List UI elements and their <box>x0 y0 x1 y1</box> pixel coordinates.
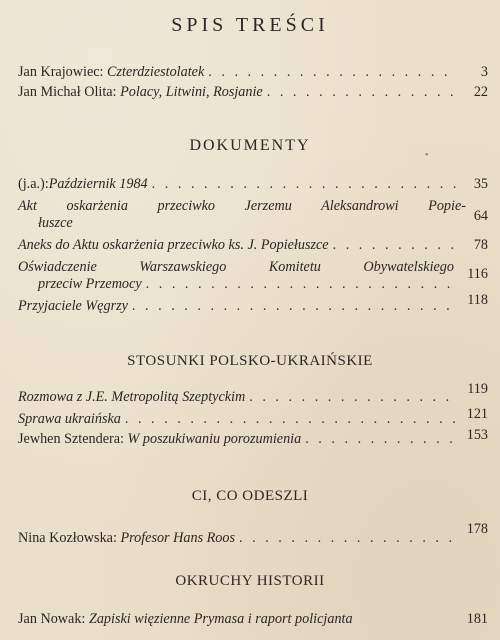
entry-author: (j.a.): <box>18 176 49 192</box>
dot-leader <box>305 431 456 448</box>
dot-leader <box>146 276 456 293</box>
page-number: 3 <box>480 64 488 80</box>
dot-leader <box>249 389 456 406</box>
entry-title-continued: przeciw Przemocy <box>38 276 142 292</box>
page-number: 78 <box>473 237 488 253</box>
toc-entry <box>18 292 488 315</box>
page-number: 116 <box>467 266 488 282</box>
toc-entry <box>18 611 488 628</box>
page-number: 119 <box>467 381 488 397</box>
toc-entry <box>18 259 488 293</box>
toc-entry <box>18 381 488 406</box>
toc-entry <box>18 427 488 448</box>
page-number: 181 <box>466 611 488 627</box>
entry-author: Jan Nowak: <box>18 611 89 627</box>
toc-entry <box>18 406 488 428</box>
section-heading-okruchy: OKRUCHY HISTORII <box>175 573 325 589</box>
dot-leader <box>267 84 456 101</box>
page-number: 118 <box>467 292 488 308</box>
entry-title-continued: łuszce <box>38 215 73 231</box>
toc-entry <box>18 176 488 193</box>
dot-leader <box>333 237 456 254</box>
dot-leader <box>125 411 456 428</box>
entry-title: Polacy, Litwini, Rosjanie <box>120 84 263 100</box>
dot-leader <box>152 176 456 193</box>
entry-title: Profesor Hans Roos <box>120 530 236 546</box>
entry-title: Przyjaciele Węgrzy <box>18 298 128 314</box>
page-title: SPIS TREŚCI <box>171 14 329 36</box>
ink-speck: • <box>425 150 429 161</box>
entry-title: Październik 1984 <box>48 176 148 192</box>
dot-leader <box>132 298 456 315</box>
entry-title: Rozmowa z J.E. Metropolitą Szeptyckim <box>18 389 246 405</box>
page-number: 121 <box>466 406 488 422</box>
toc-entry <box>18 84 488 101</box>
dot-leader <box>239 530 456 547</box>
page-number: 35 <box>473 176 488 192</box>
entry-title: Oświadczenie Warszawskiego Komitetu Obywatelskiego <box>18 259 454 275</box>
entry-title: Czterdziestolatek <box>107 64 205 80</box>
toc-entry <box>18 521 488 547</box>
entry-title: Aneks do Aktu oskarżenia przeciwko ks. J. Popiełuszce <box>18 237 329 253</box>
toc-entry <box>18 198 488 232</box>
page-number: 64 <box>473 208 488 224</box>
section-heading-stosunki: STOSUNKI POLSKO-UKRAIŃSKIE <box>127 353 373 369</box>
entry-author: Nina Kozłowska: <box>18 530 121 546</box>
entry-title: Akt oskarżenia przeciwko Jerzemu Aleksandrowi Popie- <box>18 198 466 214</box>
section-heading-odeszli: CI, CO ODESZLI <box>191 488 309 504</box>
toc-entry <box>18 64 488 81</box>
dot-leader <box>208 64 456 81</box>
entry-author: Jan Krajowiec: <box>18 64 108 80</box>
toc-entry <box>18 237 488 254</box>
entry-author: Jewhen Sztendera: <box>18 431 128 447</box>
entry-title: W poszukiwaniu porozumienia <box>127 431 302 447</box>
page-number: 22 <box>473 84 488 100</box>
page-number: 153 <box>466 427 488 443</box>
page-number: 178 <box>466 521 488 537</box>
entry-title: Zapiski więzienne Prymasa i raport policjanta <box>88 611 353 627</box>
section-heading-dokumenty: DOKUMENTY <box>189 137 311 154</box>
entry-author: Jan Michał Olita: <box>18 84 121 100</box>
entry-title: Sprawa ukraińska <box>18 411 121 427</box>
